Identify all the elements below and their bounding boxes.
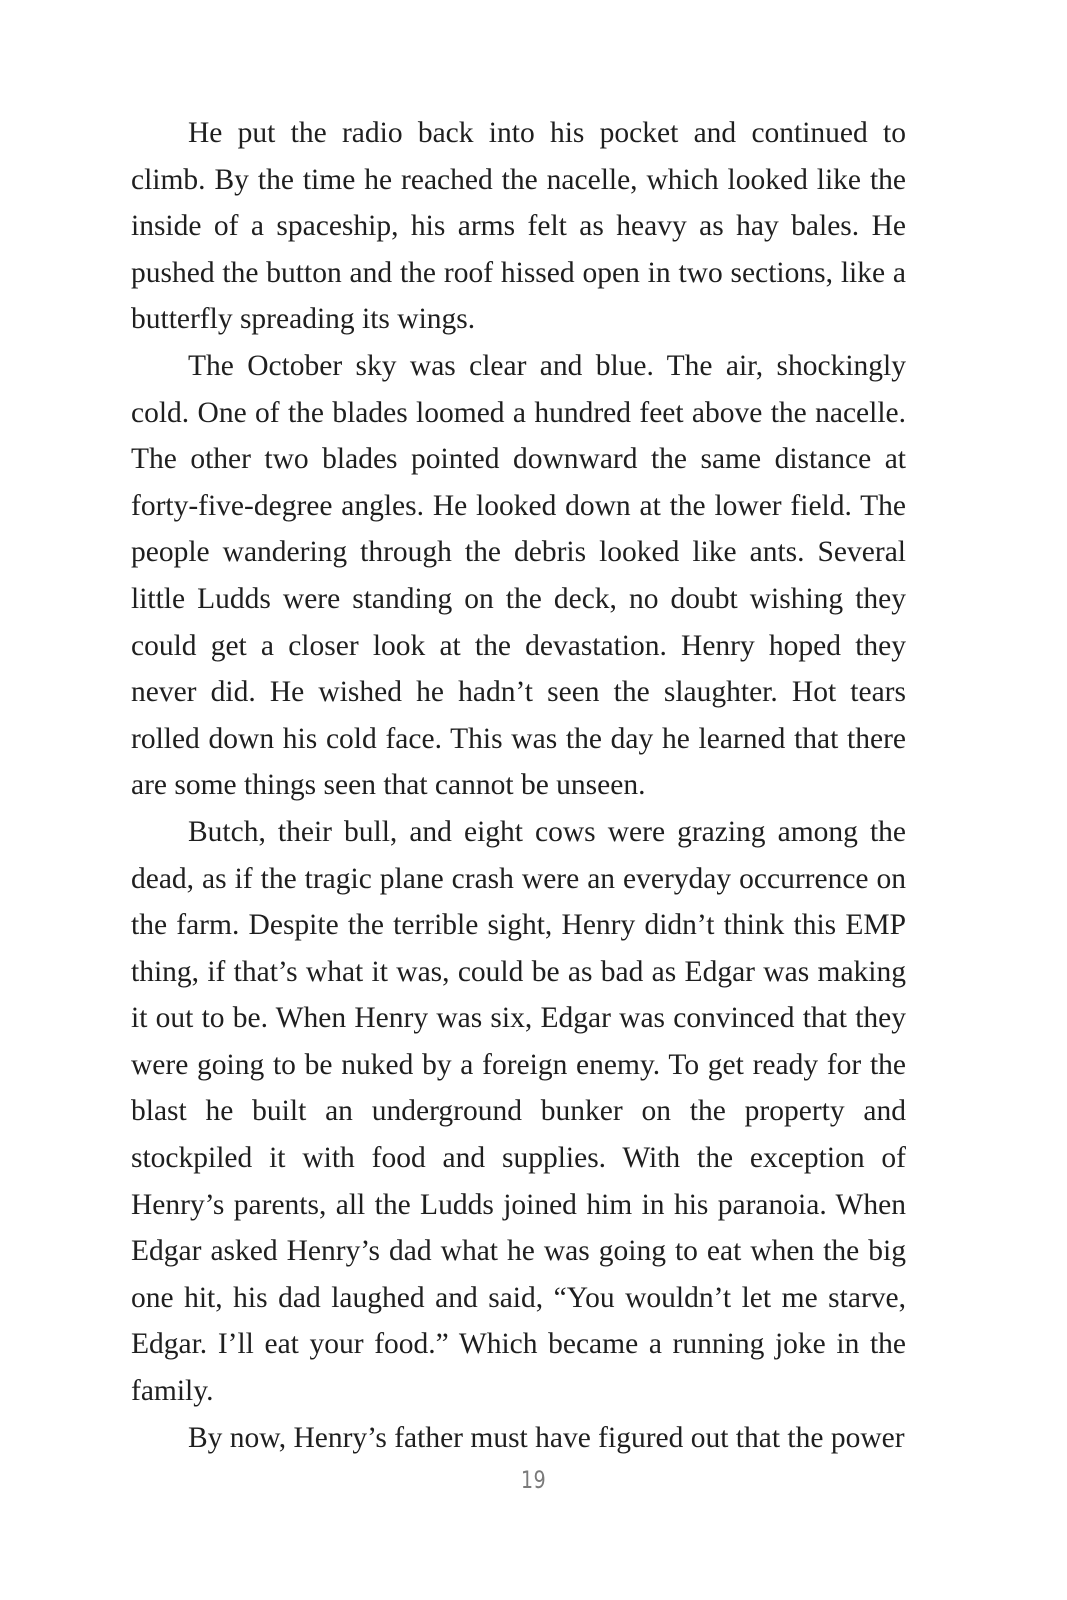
paragraph-3: Butch, their bull, and eight cows were grazing among the dead, as if the tragic plane crash were an everyday occurrence on the farm. Despite the terrible sight, Henry didn’t think this EMP thing, if that’s what it was, could be as bad as Edgar was making it out to be. When Henry was six, Edgar was convinced that they were going to be nuked by a foreign enemy. To get ready for the blast he built an underground bunker on the property and stockpiled it with food and supplies. With the exception of Henry’s parents, all the Ludds joined him in his paranoia. When Edgar asked Henry’s dad what he was going to eat when the big one hit, his dad laughed and said, “You wouldn’t let me starve, Edgar. I’ll eat your food.” Which became a running joke in the family. (131, 815, 906, 1408)
body-text (131, 110, 906, 1461)
paragraph-1: He put the radio back into his pocket and continued to climb. By the time he reached the nacelle, which looked like the inside of a spaceship, his arms felt as heavy as hay bales. He pushed the button and the roof hissed open in two sections, like a butterfly spreading its wings. (131, 117, 906, 336)
paragraph-2: The October sky was clear and blue. The air, shockingly cold. One of the blades loomed a hundred feet above the nacelle. The other two blades pointed downward the same distance at forty-five-degree angles. He looked down at the lower field. The people wandering through the debris looked like ants. Several little Ludds were standing on the deck, no doubt wishing they could get a closer look at the devastation. Henry hoped they never did. He wished he hadn’t seen the slaughter. Hot tears rolled down his cold face. This was the day he learned that there are some things seen that cannot be unseen. (131, 349, 906, 802)
page-number: 19 (520, 1466, 547, 1494)
paragraph-4: By now, Henry’s father must have figured out that the power (188, 1421, 905, 1454)
